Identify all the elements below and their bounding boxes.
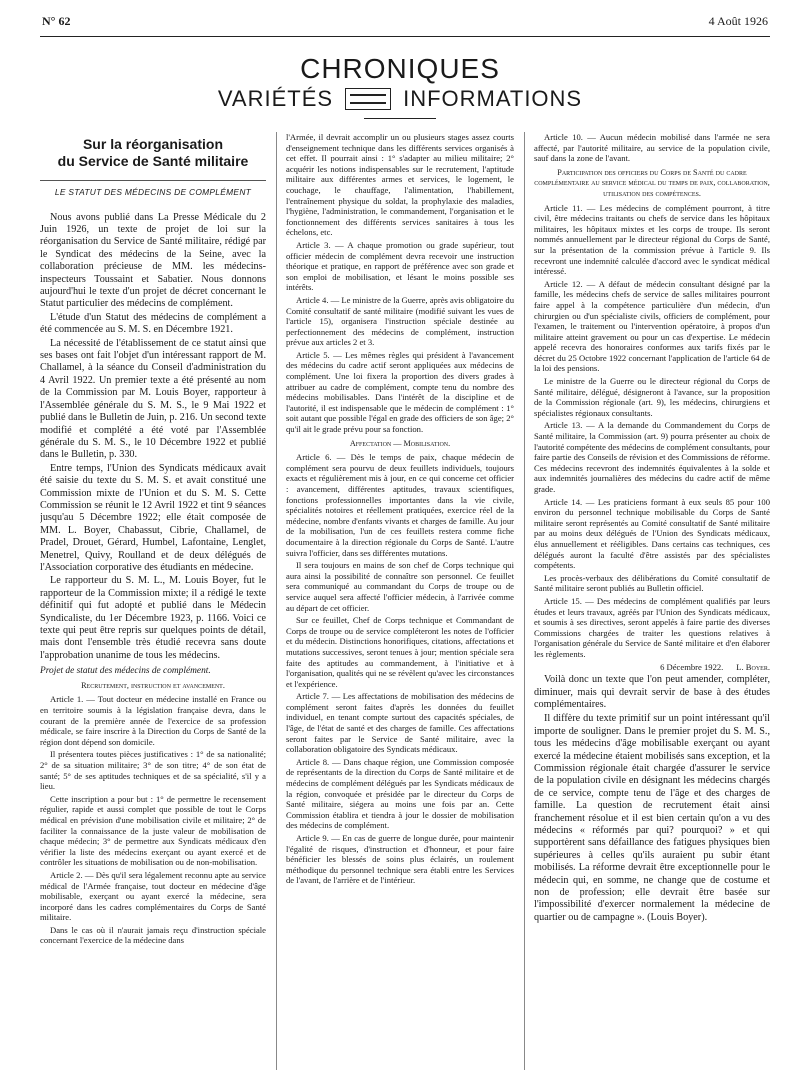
- column-3: [534, 132, 770, 1070]
- issue-date: 4 Août 1926: [708, 14, 768, 28]
- article-subtitle: LE STATUT DES MÉDECINS DE COMPLÉMENT: [40, 180, 266, 198]
- masthead-subtitle: [0, 86, 800, 112]
- paragraph: Article 8. — Dans chaque région, une Commission composée de représentants de la direction du Corps de Santé militaire et de médecins de complément délégués par les Syndicats médicaux de la région, convoquée et présidée par le directeur du Corps de Santé militaire, siégera au moins une fois par an. Cette Commission établira et tiendra à jour le dossier de mobilisation des médecins de complément.: [286, 756, 514, 831]
- masthead-title: CHRONIQUES: [300, 53, 500, 84]
- paragraph: Le ministre de la Guerre ou le directeur régional du Corps de Santé militaire, délégué, désigneront à l'avance, sur la proposition de la Commission régionale (art. 9), les médecins, chirurgiens et spécialistes régionaux consultants.: [534, 376, 770, 418]
- paragraph: La nécessité de l'établissement de ce statut ainsi que ses bases ont fait l'objet d'un intéressant rapport de M. Challamel, à la séance du Conseil d'administration du 4 Avril 1922. Un premier texte a été présenté au nom de la Commission par M. Louis Boyer, rapporteur à l'Assemblée générale du S. M. S., le 9 Mai 1922 et publié dans le Bulletin de Juin, p. 216. Un second texte modifié et complété a été voté par l'Assemblée générale du S. M. S., le 10 Décembre 1922 et publié dans le Bulletin, p. 330.: [40, 337, 266, 461]
- article-title: Sur la réorganisation du Service de Santé militaire: [57, 136, 249, 169]
- paragraph: Article 5. — Les mêmes règles qui président à l'avancement des médecins du cadre actif seront appliquées aux médecins de complément. Une loi fixera la proportion des divers grades à attribuer au cadre de complément, compte tenu du nombre des médecins mobilisables. Dans l'intérêt de la discipline et de l'autorité, il est indispensable que le médecin de complément : 1° soit autant que possible l'égal en grade des officiers de son âge; 2° qu'il ait le grade prévu pour sa fonction.: [286, 349, 514, 435]
- paragraph: Article 11. — Les médecins de complément pourront, à titre civil, être médecins traitants ou chefs de service dans les hôpitaux militaires, les hôpitaux mixtes et les corps de troupe. Ils seront nommés annuellement par le directeur régional du Corps de Santé, sur la présentation de la commission prévue à l'article 9. Ils recevront une indemnité calculée d'accord avec le syndicat médical intéressé.: [534, 202, 770, 277]
- paragraph: Article 2. — Dès qu'il sera légalement reconnu apte au service médical de l'Armée française, tout docteur en médecine d'âge mobilisable, exerçant ou ayant exercé la médecine, sera incorporé dans les cadres complémentaires du Corps de Santé militaire.: [40, 869, 266, 923]
- paragraph: Article 10. — Aucun médecin mobilisé dans l'armée ne sera affecté, par l'autorité militaire, au service de la population civile, sauf dans la zone de l'avant.: [534, 132, 770, 164]
- column-divider: [524, 132, 525, 1070]
- column-1: [40, 132, 266, 1070]
- paragraph: Nous avons publié dans La Presse Médicale du 2 Juin 1926, un texte de projet de loi sur la réorganisation du Service de Santé militaire, rédigé par le Syndicat des médecins de la Seine, avec la collaboration précieuse de MM. les médecins-inspecteurs Toussaint et Sabatier. Nous donnons aujourd'hui le texte d'un projet de décret concernant le Statut particulier des médecins de complément.: [40, 211, 266, 310]
- section-heading: Participation des officiers du Corps de Santé du cadre complémentaire au service médical du temps de paix, collaboration, utilisation des compétences.: [534, 167, 770, 198]
- paragraph: Dans le cas où il n'aurait jamais reçu d'instruction spéciale concernant l'exercice de la médecine dans: [40, 924, 266, 946]
- signature-date: 6 Décembre 1922.: [660, 661, 724, 672]
- paragraph: Article 9. — En cas de guerre de longue durée, pour maintenir l'égalité de risques, d'instruction et d'honneur, et pour faire bénéficier les blessés de soins plus éclairés, un roulement méthodique du personnel technique sera établi entre les Services de l'avant, de l'arrière et de l'intérieur.: [286, 833, 514, 886]
- paragraph: Article 6. — Dès le temps de paix, chaque médecin de complément sera pourvu de deux feuillets individuels, toujours exacts et régulièrement mis à jour, en ce qui concerne cet officier : avancement, différentes aptitudes, travaux scientifiques, fonctions professionnelles importantes dans la vie civile, spécialités notoires et réellement pratiquées, exercice réel de la médecine, nombre d'enfants vivants et charges de famille. Au jour de la mobilisation, l'un de ces feuillets restera comme fiche documentaire à la direction régionale du Corps de Santé. L'autre suivra l'officier, dans ses différentes mutations.: [286, 452, 514, 558]
- paragraph: Voilà donc un texte que l'on peut amender, compléter, diminuer, mais qui devrait servir de base à des études complémentaires.: [534, 674, 770, 710]
- issue-number: N° 62: [42, 14, 71, 28]
- paragraph: Article 12. — A défaut de médecin consultant désigné par la famille, les médecins chefs de service de salles militaires pourront faire appel à la compétence particulière d'un médecin, d'un chirurgien ou d'un spécialiste civils, officiers de complément, pour l'examen, le traitement ou l'intervention opératoire, à propos d'un militaire atteint gravement ou pour un cas d'expertise. Le médecin appelé recevra des honoraires conformes aux tarifs fixés par le décret du 25 Octobre 1922 concernant l'application de l'article 64 de la loi des pensions.: [534, 278, 770, 374]
- column-divider: [276, 132, 277, 1070]
- masthead: [0, 54, 800, 119]
- paragraph: Les procès-verbaux des délibérations du Comité consultatif de Santé militaire seront publiés au Bulletin officiel.: [534, 572, 770, 594]
- paragraph: Il présentera toutes pièces justificatives : 1° de sa nationalité; 2° de sa situation militaire; 3° de son titre; 4° de son état de santé; 5° de ses aptitudes techniques et de sa spécialité, s'il y a lieu.: [40, 749, 266, 792]
- paragraph: Article 3. — A chaque promotion ou grade supérieur, tout officier médecin de complément devra recevoir une instruction théorique et pratique, en rapport de préférence avec son grade et son emploi de mobilisation, et lésant le moins possible ses intérêts.: [286, 239, 514, 293]
- closing-remarks: [534, 674, 770, 924]
- paragraph: Article 7. — Les affectations de mobilisation des médecins de complément seront faites d'après les données du feuillet individuel, en tenant compte surtout des capacités spéciales, de l'âge, de l'état de santé et des charges de famille. Ces affectations seront faites par le Service de Santé militaire, avec la collaboration obligatoire des Syndicats médicaux.: [286, 691, 514, 755]
- project-heading: Projet de statut des médecins de complément.: [40, 666, 211, 677]
- paragraph: Il diffère du texte primitif sur un point intéressant qu'il importe de souligner. Dans le premier projet du S. M. S., tous les médecins d'âge mobilisable exerçant ou ayant exercé la médecine étaient mobilisés sans exception, et la Commission régionale était chargée d'assurer le service de la population civile en désignant les médecins chargés de ce service, compte tenu de l'âge et des charges de famille. La question de recrutement était ainsi franchement résolue et il est bien certain qu'on a vu des médecins « réformés par qui? pourquoi? » et qui supportèrent sans défaillance des fatigues physiques bien supérieures à celles qu'ils auraient pu subir étant mobilisés. La réforme devrait être exceptionnelle pour le médecin qui, en somme, ne change que de costume et non de profession; elle devrait être basée sur l'impossibilité d'exercer normalement la médecine de quartier ou de campagne ». (Louis Boyer).: [534, 713, 770, 923]
- signature: [534, 662, 770, 673]
- paragraph: Article 1. — Tout docteur en médecine installé en France ou en territoire soumis à la législation française devra, dans le courant de la première année de l'exercice de sa profession médicale, se faire inscrire à la Direction du Corps de Santé de la région dont dépend son domicile.: [40, 694, 266, 747]
- paragraph: Cette inscription a pour but : 1° de permettre le recensement régulier, rapide et aussi complet que possible de tout le Corps médical en prévision d'une mobilisation civile et militaire; 2° de faciliter la connaissance de la juste valeur de mobilisation de chaque médecin; 3° de permettre aux Syndicats médicaux d'en vérifier la liste des médecins exerçant ou ayant exercé et de contrôler les situations de mobilisation ou de non-mobilisation.: [40, 793, 266, 868]
- section-heading: Recrutement, instruction et avancement.: [81, 680, 225, 690]
- paragraph: Sur ce feuillet, Chef de Corps technique et Commandant de Corps de troupe ou de service compléteront les notes de l'officier et du médecin. Distinctions honorifiques, citations, affectations et mutations successives, seront tenues à jour; mention spéciale sera faite des aptitudes au commandement, à l'initiative et à l'organisation, qualités qui ne se révèlent qu'avec les circonstances et l'expérience.: [286, 615, 514, 689]
- section-heading: Affectation — Mobilisation.: [349, 438, 451, 448]
- paragraph: Article 14. — Les praticiens formant à eux seuls 85 pour 100 environ du personnel technique mobilisable du Corps de Santé militaire seront représentés au Comité consultatif de Santé militaire par au moins deux délégués de l'Union des Syndicats médicaux, élus annuellement et rééligibles. Dans certains cas techniques, ces délégués auront la faculté d'être assistés par des spécialistes compétents.: [534, 496, 770, 571]
- paragraph: l'Armée, il devrait accomplir un ou plusieurs stages assez courts d'enseignement technique dans les différents services organisés à cet effet. Il pourrait ainsi : 1° s'adapter au milieu militaire; 2° acquérir les notions indispensables sur le recrutement, l'aptitude militaire aux différentes armes et services, le logement, le couchage, le chauffage, l'alimentation, l'habillement, l'entraînement physique du soldat, la prophylaxie des maladies, l'hygiène, l'administration, le commandement, l'organisation et le fonctionnement des différents services sanitaires à tous les échelons, etc.: [286, 132, 514, 238]
- article-columns: [40, 132, 770, 1070]
- article-lead: [40, 212, 266, 663]
- masthead-rule: [364, 118, 436, 119]
- paragraph: Entre temps, l'Union des Syndicats médicaux avait été saisie du texte du S. M. S. et avait constitué une Commission mixte de l'Union et du S. M. S. Cette Commission se réunit le 12 Avril 1922 et tint 9 séances jusqu'au 5 Décembre 1922; elle était composée de MM. L. Boyer, Chabassut, Cibrie, Challamel, de Pradel, Drouet, Gérard, Humbel, Lafontaine, Lenglet, Menetrel, Quivy, Roulland et de deux délégués de l'Association corporative des étudiants en médecine.: [40, 462, 266, 573]
- column-2: [286, 132, 514, 1070]
- header-rule: [40, 36, 770, 37]
- paragraph: L'étude d'un Statut des médecins de complément a été commencée au S. M. S. en Décembre 1921.: [40, 311, 266, 336]
- signature-name: L. Boyer.: [736, 661, 770, 672]
- paragraph: Article 13. — A la demande du Commandement du Corps de Santé militaire, la Commission (art. 9) pourra présenter au choix de l'autorité compétente des médecins de complément consultants, pour faire partie des Conseils de révision et des Commissions de réforme. Ces médecins recevront des indemnités équivalentes à la solde et aux indemnités journalières des médecins du cadre actif de même grade.: [534, 420, 770, 494]
- ornament-icon: [345, 88, 391, 110]
- masthead-right: INFORMATIONS: [403, 86, 583, 111]
- paragraph: Article 15. — Des médecins de complément qualifiés par leurs études et leurs travaux, agréés par l'Union des Syndicats médicaux, et soumis à ses directives, seront appelés à faire partie des diverses Commissions chargées de traiter les questions relatives à l'organisation générale du Service de Santé militaire et d'en élaborer les règlements.: [534, 595, 770, 659]
- paragraph: Il sera toujours en mains de son chef de Corps technique qui aura ainsi la possibilité de connaître son personnel. Ce feuillet sera communiqué au commandant du Corps de troupe ou de service auquel sera affecté l'officier médecin, à l'arrivée comme au départ de cet officier.: [286, 560, 514, 613]
- masthead-left: VARIÉTÉS: [217, 86, 334, 111]
- paragraph: Article 4. — Le ministre de la Guerre, après avis obligatoire du Comité consultatif de santé militaire (modifié suivant les vues de l'article 15), organisera l'instruction spéciale destinée au perfectionnement des médecins de complément, instruction prévue aux articles 2 et 3.: [286, 294, 514, 348]
- paragraph: Le rapporteur du S. M. L., M. Louis Boyer, fut le rapporteur de la Commission mixte; il a rédigé le texte définitif qui fut adopté et publié dans le Médecin Syndicaliste, du 1er Décembre 1923, p. 1166. Voici ce texte qui peut être repris sur quelques points de détail, mais dont l'ensemble très étudié recevra sans doute l'approbation unanime de tous les médecins.: [40, 575, 266, 661]
